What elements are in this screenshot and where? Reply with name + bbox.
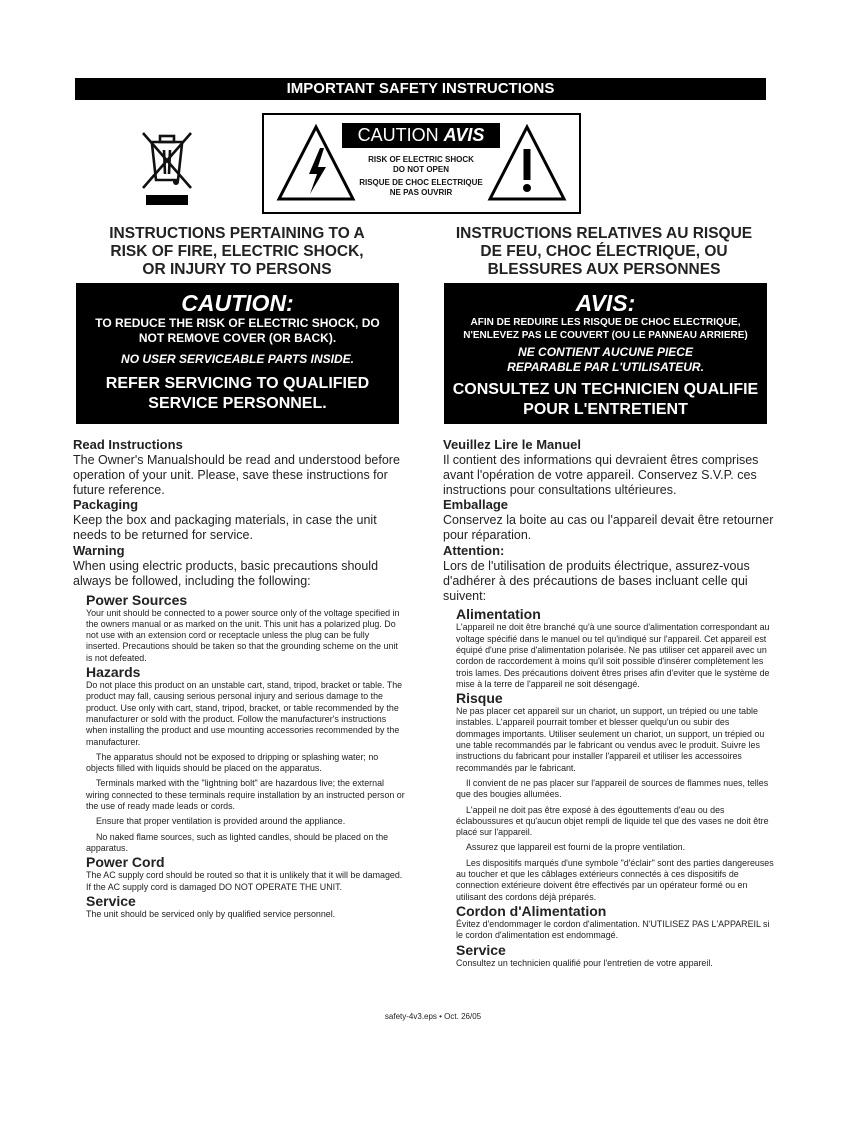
- hazards-text-4: Ensure that proper ventilation is provided around the appliance.: [96, 816, 346, 827]
- alimentation-heading: Alimentation: [456, 606, 541, 623]
- service-text: The unit should be serviced only by qualified service personnel.: [86, 908, 336, 919]
- caution-avis-label: [342, 123, 500, 148]
- english-caution-refer-line1: REFER SERVICING TO QUALIFIED: [105, 375, 370, 392]
- power-cord-text: The AC supply cord should be routed so that it is unlikely that it will be damaged. If the AC supply cord is damaged DO NOT OPERATE THE UNIT.: [86, 870, 403, 892]
- french-avis-consult-line1: CONSULTEZ UN TECHNICIEN QUALIFIE: [452, 381, 759, 398]
- power-sources-heading: Power Sources: [86, 591, 188, 608]
- hazards-text-3: Terminals marked with the "lightning bolt" are hazardous live; the external wiring connected to these terminals require installation by an instructed person or the use of ready made leads or cords.: [86, 778, 405, 812]
- french-avis-heading: AVIS:: [575, 290, 636, 316]
- english-caution-line1: TO REDUCE THE RISK OF ELECTRIC SHOCK, DO: [95, 316, 380, 330]
- french-avis-box: [444, 283, 767, 424]
- warning-heading: Warning: [73, 542, 125, 558]
- packaging-heading: Packaging: [73, 497, 139, 513]
- caution-fr-line2: NE PAS OUVRIR: [389, 187, 453, 197]
- french-avis-no-parts-line2: REPARABLE PAR L'UTILISATEUR.: [507, 360, 704, 374]
- risque-text-2: Il convient de ne pas placer sur l'appareil de sources de flammes nues, telles que des bougies allumées.: [456, 777, 769, 800]
- footer-file-info: safety-4v3.eps • Oct. 26/05: [384, 1012, 482, 1021]
- service-heading: Service: [86, 892, 136, 909]
- caution-en-line1: RISK OF ELECTRIC SHOCK: [368, 155, 474, 164]
- hazards-heading: Hazards: [86, 664, 141, 681]
- english-caution-heading: CAUTION:: [181, 290, 294, 316]
- cordon-heading: Cordon d'Alimentation: [456, 902, 607, 919]
- emballage-text: Conservez la boite au cas ou l'appareil devait être retourner pour réparation.: [443, 513, 774, 543]
- english-title-line2: RISK OF FIRE, ELECTRIC SHOCK,: [110, 243, 364, 260]
- french-column: [443, 437, 775, 969]
- english-caution-refer-line2: SERVICE PERSONNEL.: [148, 395, 327, 412]
- packaging-text: Keep the box and packaging materials, in case the unit needs to be returned for service.: [73, 513, 377, 543]
- caution-en-line2: DO NOT OPEN: [392, 164, 449, 174]
- crossed-out-bin-icon: [138, 130, 196, 210]
- hazards-text-1: Do not place this product on an unstable cart, stand, tripod, bracket or table. The product may fall, causing serious personal injury and serious damage to the product. Use only with cart, stand, tripod, bracket, or table recommended by the manufacturer or sold with the product. Follow the manufacturer's instructions when installing the product and use mounting accessories recommended by the manufacturer.: [86, 680, 403, 747]
- risque-text-4: Assurez que lappareil est fourni de la propre ventilation.: [466, 842, 686, 853]
- alimentation-text: L'appareil ne doit être branché qu'à une source d'alimentation correspondant au voltage spécifié dans le manuel ou tel qu'indiqué sur l'appareil. Cet appareil est équipé d'une prise d'alimentation polarisée. Ne pas utiliser cet appareil avec un cordon de raccordement à moins qu'il soit possible d'insérer complètement les trois lames. Des précautions doivent êtres prises afin d'eviter que le système de mise à la terre de l'appareil ne soit désengagé.: [456, 622, 770, 689]
- power-cord-heading: Power Cord: [86, 854, 165, 871]
- power-sources-text: Your unit should be connected to a power source only of the voltage specified in the owners manual or as marked on the unit. This unit has a polarized plug. Do not use with an extension cord or receptacle unless the plug can be fully inserted. Precautions should be taken so that the grounding scheme on the unit is not defeated.: [86, 607, 400, 663]
- french-avis-no-parts-line1: NE CONTIENT AUCUNE PIECE: [518, 345, 693, 359]
- caution-symbol-box: [262, 113, 581, 214]
- risque-text-1: Ne pas placer cet appareil sur un chariot, un support, un trépied ou une table instables. L'appareil pourrait tomber et blesser quelqu'un ou subir des dommages importants. Utiliser seulement un chariot, un support, un trépied ou une table recommandés par le fabricant ou vendus avec le produit. Suivre les instructions du fabricant pour installer l'appareil et utiliser les accessoires recommandés par le fabricant.: [456, 706, 765, 773]
- caution-english-text: [342, 155, 500, 174]
- caution-word: CAUTION: [357, 125, 439, 145]
- emballage-heading: Emballage: [443, 497, 509, 513]
- read-instructions-text: The Owner's Manualshould be read and understood before operation of your unit. Please, save these instructions for future reference.: [73, 453, 400, 497]
- english-caution-box: [76, 283, 399, 424]
- risque-text-3: L'appeil ne doit pas être exposé à des égouttements d'eau ou des éclaboussures et qu'aucun objet rempli de liquide tel que des vases ne doit être placé sur l'appareil.: [456, 804, 769, 838]
- hazards-text-2: The apparatus should not be exposed to dripping or splashing water; no objects filled with liquids should be placed on the apparatus.: [86, 751, 379, 774]
- english-subsections: [86, 592, 405, 921]
- avis-word: AVIS: [443, 125, 485, 145]
- cordon-text: Évitez d'endommager le cordon d'alimentation. N'UTILISEZ PAS L'APPAREIL si le cordon d'alimentation est endommagé.: [456, 918, 770, 941]
- risque-heading: Risque: [456, 690, 503, 707]
- french-title-line2: DE FEU, CHOC ÉLECTRIQUE, OU: [480, 243, 728, 260]
- english-title-line3: OR INJURY TO PERSONS: [142, 261, 332, 278]
- risque-text-5: Les dispositifs marqués d'une symbole "d'éclair" sont des parties dangereuses au toucher et que les câblages extérieurs connectés à ces dispositifs de connection extérieure doivent être effectivés par un opérateur formé ou en utilisant des cordons déjà préparés.: [456, 857, 774, 902]
- attention-text: Lors de l'utilisation de produits électrique, assurez-vous d'adhérer à des précautions de bases incluant celle qui suivent:: [443, 558, 750, 603]
- french-title-line3: BLESSURES AUX PERSONNES: [487, 261, 721, 278]
- french-title-line1: INSTRUCTIONS RELATIVES AU RISQUE: [455, 225, 753, 242]
- exclamation-triangle-icon: [487, 124, 567, 204]
- french-avis-consult-line2: POUR L'ENTRETIENT: [523, 401, 688, 418]
- english-caution-no-parts: NO USER SERVICEABLE PARTS INSIDE.: [121, 352, 354, 366]
- caution-fr-line1: RISQUE DE CHOC ELECTRIQUE: [359, 178, 483, 187]
- attention-heading: Attention:: [443, 542, 505, 558]
- lire-manuel-text: Il contient des informations qui devraient êtres comprises avant l'opération de votre appareil. Conservez S.V.P. ces instructions pour consultations ultérieures.: [443, 453, 759, 497]
- french-section-title: [434, 225, 774, 279]
- page-title: IMPORTANT SAFETY INSTRUCTIONS: [75, 78, 766, 100]
- service-fr-heading: Service: [456, 941, 506, 958]
- english-section-title: [67, 225, 407, 279]
- warning-text: When using electric products, basic precautions should always be followed, including the following:: [73, 558, 379, 588]
- french-avis-line1: AFIN DE REDUIRE LES RISQUE DE CHOC ELECTRIQUE,: [470, 317, 741, 328]
- french-avis-line2: N'ENLEVEZ PAS LE COUVERT (OU LE PANNEAU ARRIERE): [463, 330, 748, 341]
- caution-french-text: [342, 178, 500, 197]
- french-subsections: [456, 606, 775, 968]
- english-column: [73, 437, 405, 920]
- read-instructions-heading: Read Instructions: [73, 437, 183, 452]
- english-caution-line2: NOT REMOVE COVER (OR BACK).: [138, 331, 337, 345]
- service-fr-text: Consultez un technicien qualifié pour l'entretien de votre appareil.: [456, 957, 713, 968]
- lire-manuel-heading: Veuillez Lire le Manuel: [443, 437, 581, 452]
- hazards-text-5: No naked flame sources, such as lighted candles, should be placed on the apparatus.: [86, 831, 389, 853]
- english-title-line1: INSTRUCTIONS PERTAINING TO A: [109, 225, 365, 242]
